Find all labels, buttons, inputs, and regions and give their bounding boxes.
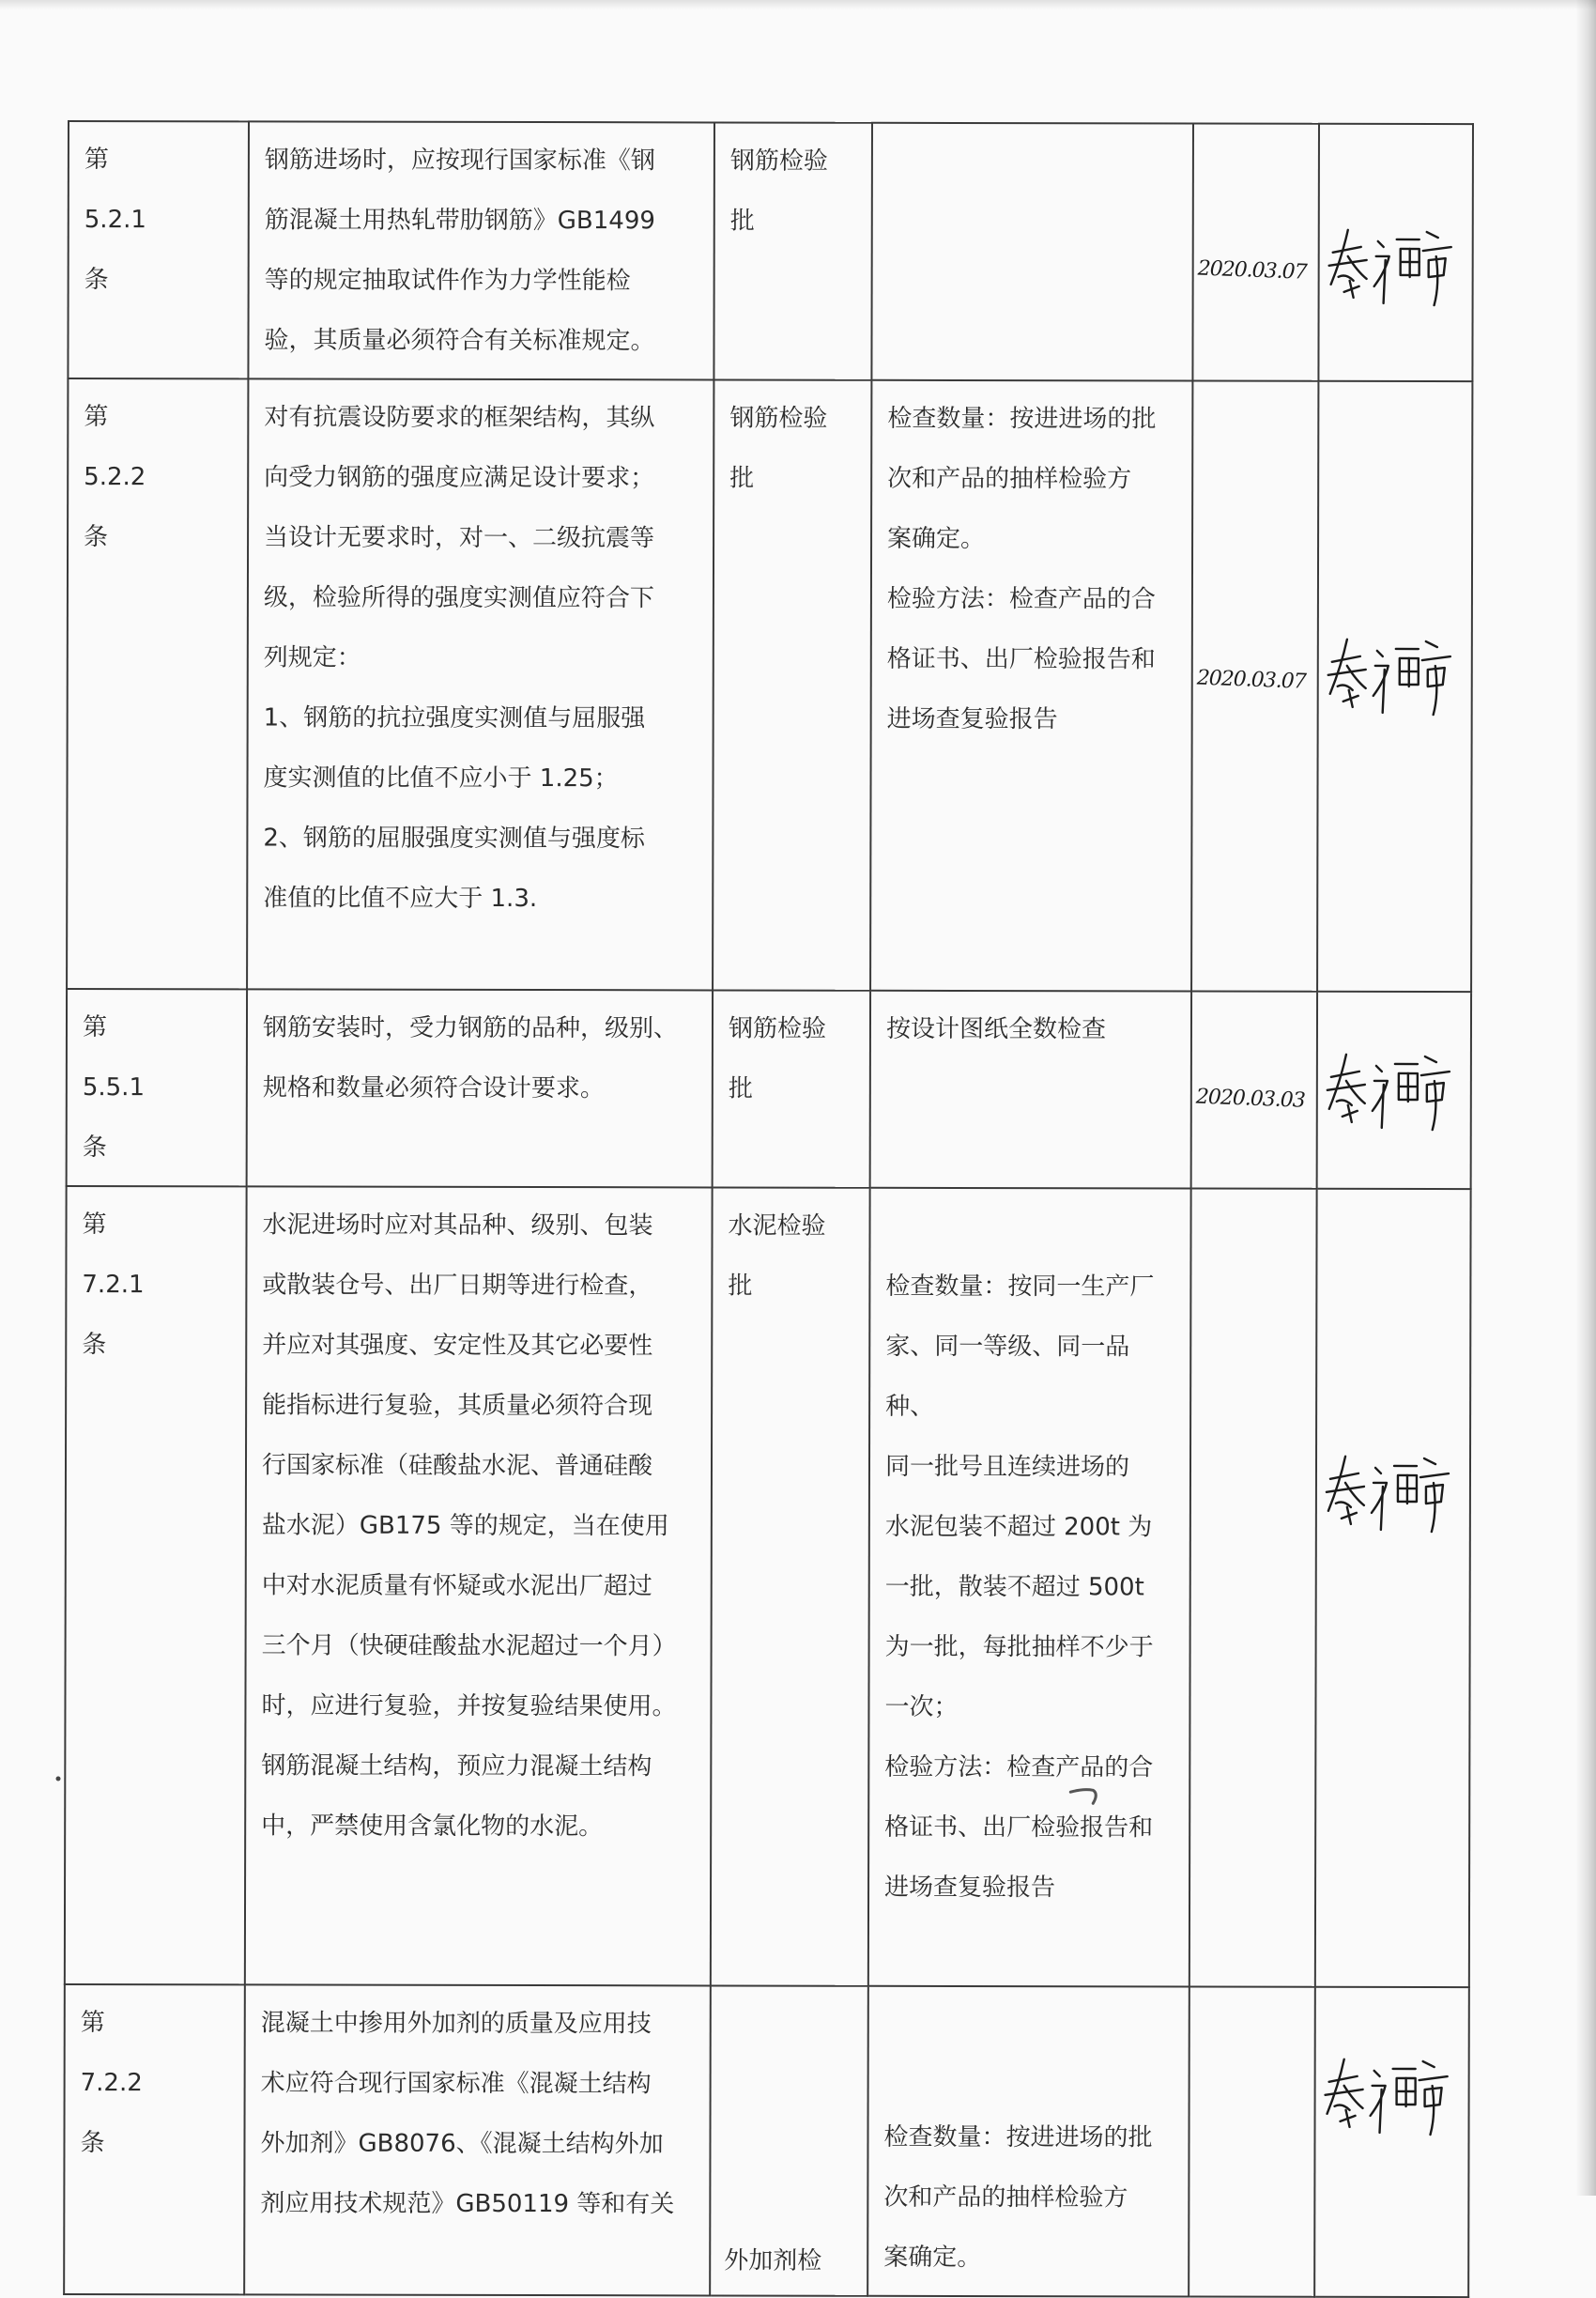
handwritten-signature	[1323, 1445, 1454, 1535]
method-text: 检查数量：按同一生产厂 家、同一等级、同一品种、 同一批号且连续进场的 水泥包装不超过 200t 为 一批，散装不超过 500t 为一批，每批抽样不少于 一次； 检验方法：检查产品的合 格证书、出厂检验报告和 进场查复验报告	[884, 1272, 1155, 1903]
scan-shadow-right	[1575, 0, 1596, 2196]
inspection-table	[63, 120, 1474, 2298]
requirement-cell: 对有抗震设防要求的框架结构，其纵 向受力钢筋的强度应满足设计要求； 当设计无要求时，对一、二级抗震等 级，检验所得的强度实测值应符合下 列规定： 1、钢筋的抗拉强度实测值与屈服强 度实测值的比值不应小于 1.25； 2、钢筋的屈服强度实测值与强度标 准值的比值不应大于 1.3.	[247, 378, 714, 990]
handwritten-date: 2020.03.07	[1196, 666, 1307, 694]
batch-cell: 水泥检验 批	[711, 1187, 870, 1985]
requirement-cell: 钢筋进场时，应按现行国家标准《钢 筋混凝土用热轧带肋钢筋》GB1499 等的规定抽取试件作为力学性能检 验，其质量必须符合有关标准规定。	[248, 121, 714, 379]
method-cell	[871, 123, 1193, 381]
table-row	[68, 121, 1473, 381]
clause-cell: 第 7.2.2 条	[64, 1984, 245, 2294]
batch-cell: 钢筋检验 批	[713, 990, 870, 1187]
signature-cell	[1314, 1987, 1469, 2297]
pen-mark	[1068, 1786, 1106, 1807]
signature-strokes	[1324, 1043, 1455, 1134]
table-row	[64, 1984, 1469, 2297]
batch-cell: 钢筋检验 批	[714, 122, 872, 379]
handwritten-signature	[1325, 628, 1456, 718]
signature-strokes	[1322, 2048, 1453, 2138]
handwritten-signature	[1324, 1043, 1455, 1134]
signature-strokes	[1323, 1445, 1454, 1535]
scan-shadow-top	[0, 0, 1596, 9]
requirement-cell: 水泥进场时应对其品种、级别、包装 或散装仓号、出厂日期等进行检查， 并应对其强度、安定性及其它必要性 能指标进行复验，其质量必须符合现 行国家标准（硅酸盐水泥、普通硅酸 盐水泥）GB175 等的规定，当在使用 中对水泥质量有怀疑或水泥出厂超过 三个月（快硬硅酸盐水泥超过一个月） 时，应进行复验，并按复验结果使用。 钢筋混凝土结构，预应力混凝土结构 中，严禁使用含氯化物的水泥。	[245, 1186, 713, 1985]
signature-strokes	[1325, 628, 1456, 718]
clause-cell: 第 5.2.2 条	[67, 378, 248, 989]
batch-cell	[710, 1985, 868, 2295]
signature-cell	[1318, 124, 1473, 381]
date-cell	[1191, 992, 1317, 1189]
date-cell	[1189, 1987, 1315, 2297]
batch-text: 外加剂检	[724, 2246, 822, 2275]
method-cell: 检查数量：按进进场的批 次和产品的抽样检验方 案确定。 检验方法：检查产品的合 格证书、出厂检验报告和 进场查复验报告	[870, 380, 1192, 992]
batch-cell: 钢筋检验 批	[713, 379, 871, 990]
date-cell	[1189, 1189, 1317, 1987]
requirement-cell: 混凝土中掺用外加剂的质量及应用技 术应符合现行国家标准《混凝土结构 外加剂》GB8076、《混凝土结构外加 剂应用技术规范》GB50119 等和有关	[244, 1984, 711, 2295]
table-row	[67, 989, 1471, 1189]
clause-cell: 第 7.2.1 条	[65, 1186, 247, 1984]
method-cell: 按设计图纸全数检查	[870, 991, 1191, 1189]
signature-strokes	[1326, 219, 1457, 309]
table-row	[65, 1186, 1471, 1987]
handwritten-signature	[1322, 2048, 1453, 2138]
method-cell	[868, 1188, 1191, 1987]
signature-cell	[1317, 992, 1471, 1189]
handwritten-signature	[1326, 219, 1457, 309]
table-row	[67, 378, 1472, 992]
clause-cell: 第 5.2.1 条	[68, 121, 249, 378]
handwritten-date: 2020.03.07	[1197, 256, 1308, 285]
date-cell	[1192, 124, 1319, 381]
signature-cell	[1317, 381, 1472, 992]
signature-cell	[1315, 1189, 1471, 1987]
scan-speck	[54, 1775, 62, 1782]
clause-cell: 第 5.5.1 条	[67, 989, 247, 1186]
handwritten-date: 2020.03.03	[1195, 1085, 1306, 1113]
date-cell	[1191, 381, 1318, 992]
method-text: 检查数量：按进进场的批 次和产品的抽样检验方 案确定。	[883, 2122, 1153, 2273]
requirement-cell: 钢筋安装时，受力钢筋的品种，级别、 规格和数量必须符合设计要求。	[247, 989, 713, 1187]
method-cell	[867, 1986, 1189, 2297]
